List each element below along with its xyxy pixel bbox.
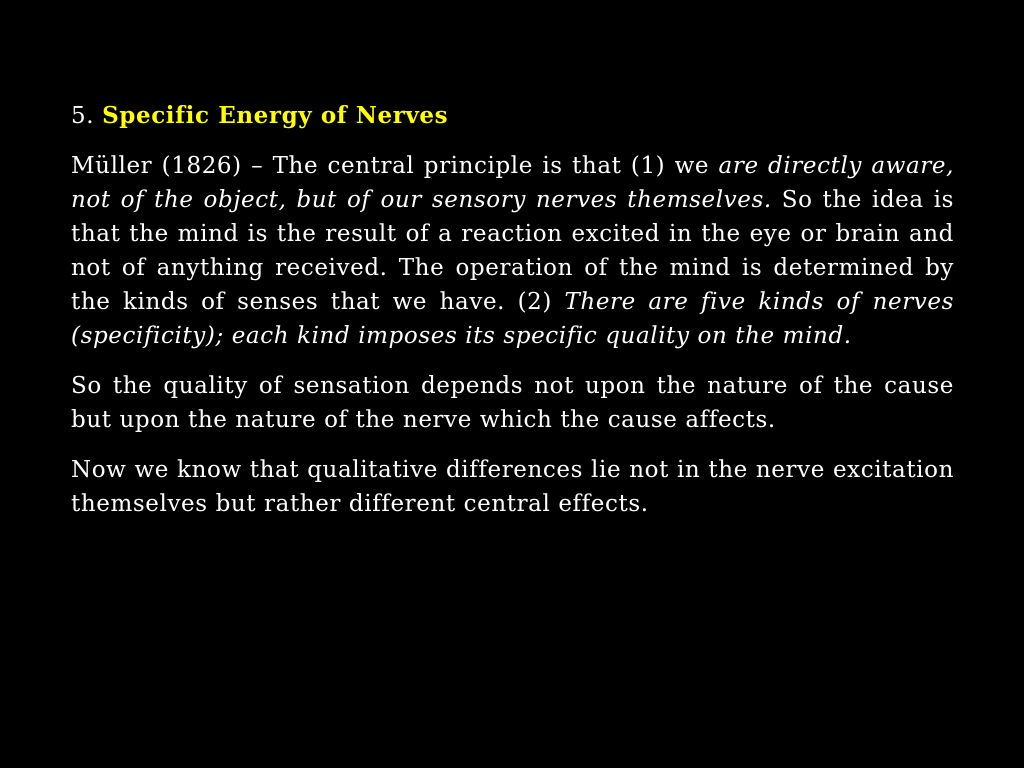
paragraph-muller-text-2: So the idea is that the mind is the result of a reaction excited in the eye or brain and not of anything received. The operation of the mind is determined by the kinds of senses that we have. (2) [71, 187, 955, 315]
paragraph-muller [71, 149, 954, 353]
heading-title: Specific Energy of Nerves [102, 102, 449, 129]
paragraph-muller-text-1: Müller (1826) – The central principle is that (1) we [71, 153, 719, 179]
slide-content [71, 99, 954, 521]
heading-number: 5. [71, 103, 95, 129]
paragraph-now: Now we know that qualitative differences lie not in the nerve excitation themselves but rather different central effects. [71, 457, 954, 517]
slide-heading [71, 99, 954, 133]
paragraph-muller-italic-1: are directly aware, not of the object, but of our sensory nerves themselves. [71, 153, 955, 213]
paragraph-muller-italic-2: There are five kinds of nerves (specificity); each kind imposes its specific quality on the mind. [71, 289, 954, 349]
paragraph-quality: So the quality of sensation depends not upon the nature of the cause but upon the nature of the nerve which the cause affects. [71, 373, 954, 433]
